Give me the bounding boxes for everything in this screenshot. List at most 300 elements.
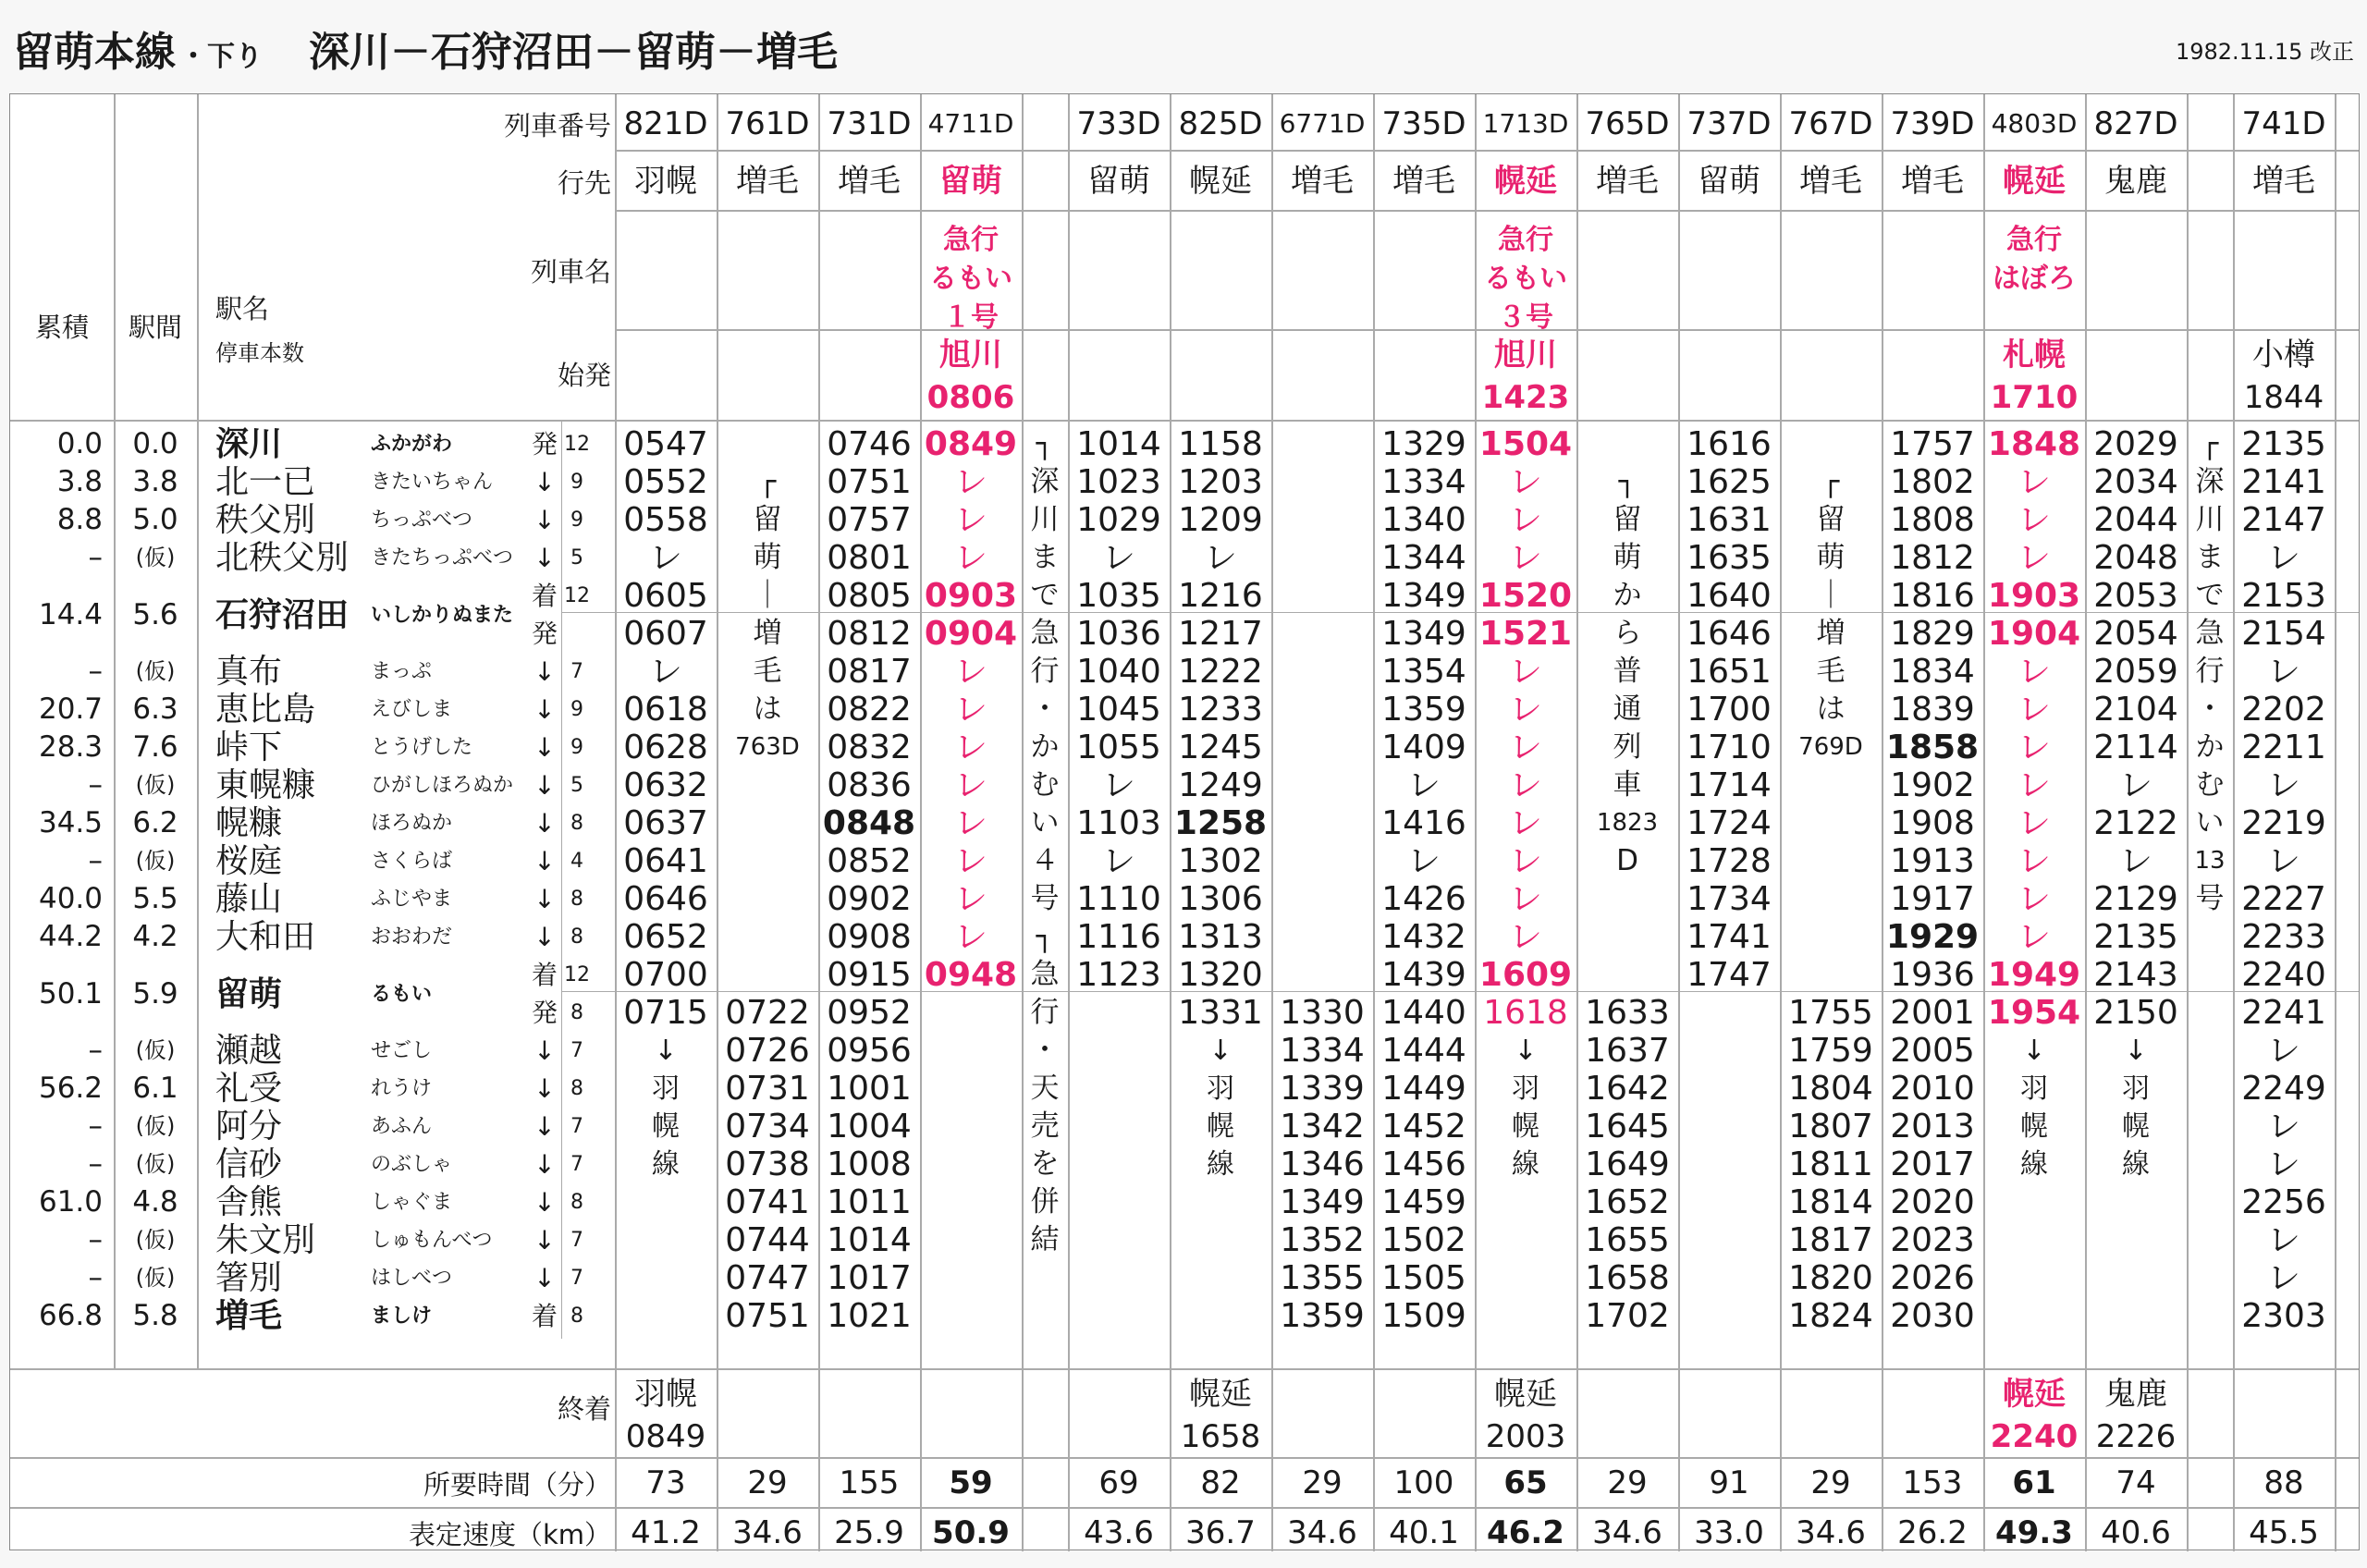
train-time: レ bbox=[2266, 1108, 2300, 1145]
train-time: 1816 bbox=[1890, 577, 1975, 615]
train-time: レ bbox=[2266, 653, 2300, 691]
stop-count: 8 bbox=[570, 812, 583, 835]
cumulative-km: 61.0 bbox=[38, 1185, 103, 1219]
note-char: で bbox=[2195, 579, 2225, 612]
train-destination: 増毛 bbox=[2252, 163, 2315, 200]
train-time: 1631 bbox=[1686, 501, 1772, 539]
train-time: レ bbox=[648, 539, 682, 577]
train-time: 1755 bbox=[1788, 994, 1873, 1032]
train-time: レ bbox=[953, 918, 987, 956]
station-name: 藤山 bbox=[215, 880, 283, 918]
stop-count: 5 bbox=[570, 546, 583, 570]
train-destination: 留萌 bbox=[1087, 163, 1150, 200]
train-time: 0641 bbox=[623, 842, 708, 880]
dep-arr-mark: 発 bbox=[531, 619, 558, 649]
train-time: 1245 bbox=[1178, 729, 1263, 766]
note-char: ┌ bbox=[1821, 465, 1840, 498]
train-time: レ bbox=[1508, 842, 1542, 880]
station-name: 瀬越 bbox=[215, 1032, 283, 1070]
train-time: 1123 bbox=[1076, 956, 1161, 994]
train-time: 線 bbox=[2122, 1148, 2150, 1181]
train-time: 1459 bbox=[1381, 1183, 1466, 1221]
train-time: 0757 bbox=[827, 501, 912, 539]
train-time: 1001 bbox=[827, 1070, 912, 1108]
train-time: レ bbox=[2017, 463, 2051, 501]
cumulative-km: 44.2 bbox=[38, 920, 103, 953]
train-time: ↓ bbox=[654, 1035, 678, 1067]
train-time: 1652 bbox=[1585, 1183, 1670, 1221]
train-time: 線 bbox=[1207, 1148, 1234, 1181]
note-char: か bbox=[2195, 730, 2225, 764]
train-time: 1954 bbox=[1987, 994, 2081, 1032]
train-time: 1812 bbox=[1890, 539, 1975, 577]
dep-arr-mark: ↓ bbox=[533, 1073, 556, 1104]
train-time: レ bbox=[1508, 918, 1542, 956]
train-time: レ bbox=[953, 804, 987, 842]
train-time: ↓ bbox=[1514, 1035, 1538, 1067]
schedule-speed: 34.6 bbox=[1796, 1514, 1866, 1551]
note-char: ｜ bbox=[1816, 579, 1846, 612]
note-char: ま bbox=[2195, 541, 2225, 574]
train-time: ↓ bbox=[2022, 1035, 2046, 1067]
terminal-time: 幌延 bbox=[2003, 1376, 2066, 1413]
trip-minutes: 100 bbox=[1393, 1464, 1454, 1501]
station-kana: るもい bbox=[371, 982, 433, 1006]
train-time: 0741 bbox=[725, 1183, 810, 1221]
train-destination: 羽幌 bbox=[634, 163, 697, 200]
train-time: 0801 bbox=[827, 539, 912, 577]
train-time: レ bbox=[1508, 501, 1542, 539]
train-time: 1452 bbox=[1381, 1108, 1466, 1145]
terminal-time: 幌延 bbox=[1494, 1376, 1557, 1413]
interval-km: (仮) bbox=[135, 772, 176, 798]
page-header bbox=[13, 18, 838, 74]
train-time: 1449 bbox=[1381, 1070, 1466, 1108]
train-time: ↓ bbox=[2124, 1035, 2148, 1067]
train-time: 2010 bbox=[1890, 1070, 1975, 1108]
train-time: 1646 bbox=[1686, 615, 1772, 653]
train-time: レ bbox=[1406, 766, 1441, 804]
note-char: ま bbox=[1030, 541, 1060, 574]
station-name: 増毛 bbox=[215, 1297, 283, 1335]
train-time: 2023 bbox=[1890, 1221, 1975, 1259]
schedule-speed: 41.2 bbox=[631, 1514, 701, 1551]
cumulative-header: 累積 bbox=[34, 312, 89, 343]
train-destination: 幌延 bbox=[1189, 163, 1252, 200]
train-time: 1203 bbox=[1178, 463, 1263, 501]
cumulative-km: – bbox=[88, 768, 103, 802]
train-time: 1618 bbox=[1483, 994, 1568, 1032]
train-time: 1011 bbox=[827, 1183, 912, 1221]
train-time: 0637 bbox=[623, 804, 708, 842]
train-time: 1700 bbox=[1686, 691, 1772, 729]
train-time: 1349 bbox=[1381, 615, 1466, 653]
trip-minutes: 29 bbox=[1607, 1464, 1648, 1501]
train-time: レ bbox=[2017, 842, 2051, 880]
train-time: 0852 bbox=[827, 842, 912, 880]
note-char: 増 bbox=[753, 617, 782, 650]
terminal-time: 羽幌 bbox=[634, 1376, 697, 1413]
note-char: 普 bbox=[1613, 655, 1642, 688]
train-time: 1633 bbox=[1585, 994, 1670, 1032]
train-time: 1017 bbox=[827, 1259, 912, 1297]
train-time: 1902 bbox=[1890, 766, 1975, 804]
train-time: 2026 bbox=[1890, 1259, 1975, 1297]
grid-line bbox=[2335, 94, 2336, 1551]
train-time: 1344 bbox=[1381, 539, 1466, 577]
train-time: レ bbox=[953, 729, 987, 766]
train-time: 0618 bbox=[623, 691, 708, 729]
train-time: 2202 bbox=[2241, 691, 2326, 729]
train-time: レ bbox=[2017, 691, 2051, 729]
train-time: 1642 bbox=[1585, 1070, 1670, 1108]
grid-line bbox=[10, 1368, 2359, 1370]
stop-count: 9 bbox=[570, 698, 583, 721]
station-kana: はしべつ bbox=[371, 1267, 453, 1290]
train-time: 1808 bbox=[1890, 501, 1975, 539]
train-name: るもい bbox=[1484, 263, 1567, 295]
station-kana: いしかりぬまた bbox=[371, 603, 514, 627]
train-time: 2303 bbox=[2241, 1297, 2326, 1335]
train-origin: 1710 bbox=[1990, 379, 2079, 416]
train-time: 2122 bbox=[2093, 804, 2178, 842]
note-char: 増 bbox=[1816, 617, 1846, 650]
station-kana: ひがしほろぬか bbox=[371, 774, 514, 797]
train-destination: 増毛 bbox=[1799, 163, 1862, 200]
dep-arr-mark: ↓ bbox=[533, 1035, 556, 1066]
stop-count: 7 bbox=[570, 1153, 583, 1176]
train-time: 1416 bbox=[1381, 804, 1466, 842]
note-char: 号 bbox=[1030, 882, 1060, 915]
train-time: レ bbox=[2017, 653, 2051, 691]
train-time: レ bbox=[2266, 1032, 2300, 1070]
note-char: で bbox=[1030, 579, 1060, 612]
stop-count: 7 bbox=[570, 660, 583, 683]
trip-minutes: 65 bbox=[1503, 1464, 1548, 1501]
station-name: 東幌糠 bbox=[215, 766, 316, 804]
train-time: 0805 bbox=[827, 577, 912, 615]
destination-header: 行先 bbox=[557, 167, 611, 199]
note-char: 併 bbox=[1030, 1185, 1060, 1219]
train-time: レ bbox=[2017, 804, 2051, 842]
train-time: 2135 bbox=[2093, 918, 2178, 956]
train-time: 2147 bbox=[2241, 501, 2326, 539]
note-char: 号 bbox=[2195, 882, 2225, 915]
station-name: 舎熊 bbox=[215, 1183, 283, 1221]
interval-km: 4.8 bbox=[132, 1185, 178, 1219]
note-char: 急 bbox=[1030, 617, 1060, 650]
train-time: 1929 bbox=[1885, 918, 1980, 956]
note-char: を bbox=[1030, 1147, 1060, 1181]
train-time: 線 bbox=[1512, 1148, 1539, 1181]
dep-arr-mark: 着 bbox=[531, 581, 558, 611]
dep-arr-mark: ↓ bbox=[533, 467, 556, 497]
station-name: 大和田 bbox=[215, 918, 316, 956]
note-char: 列 bbox=[1613, 730, 1642, 764]
train-time: 1432 bbox=[1381, 918, 1466, 956]
terminal-time: 2240 bbox=[1990, 1418, 2079, 1455]
note-char: ら bbox=[1613, 617, 1642, 650]
note-char: 結 bbox=[1030, 1223, 1060, 1256]
grid-line bbox=[10, 1457, 2359, 1459]
train-time: 1655 bbox=[1585, 1221, 1670, 1259]
train-time: 2211 bbox=[2241, 729, 2326, 766]
dep-arr-mark: ↓ bbox=[533, 808, 556, 839]
train-time: レ bbox=[2017, 766, 2051, 804]
train-origin: 小樽 bbox=[2252, 337, 2315, 374]
station-kana: えびしま bbox=[371, 698, 453, 721]
station-name: 恵比島 bbox=[215, 691, 316, 729]
stop-count: 8 bbox=[570, 888, 583, 911]
train-time: レ bbox=[953, 842, 987, 880]
train-time: 1029 bbox=[1076, 501, 1161, 539]
cumulative-km: – bbox=[88, 1034, 103, 1067]
train-time: 1734 bbox=[1686, 880, 1772, 918]
note-char: ｜ bbox=[753, 579, 782, 612]
dep-arr-mark: 発 bbox=[531, 429, 558, 459]
train-time: 1757 bbox=[1890, 425, 1975, 463]
train-time: 1658 bbox=[1585, 1259, 1670, 1297]
train-time: 0715 bbox=[623, 994, 708, 1032]
note-char: ・ bbox=[1030, 1034, 1060, 1067]
schedule-speed: 45.5 bbox=[2249, 1514, 2319, 1551]
train-number: 827D bbox=[2093, 105, 2178, 142]
note-char: 行 bbox=[1030, 996, 1060, 1029]
station-kana: ほろぬか bbox=[371, 812, 453, 835]
train-time: レ bbox=[2266, 539, 2300, 577]
train-time: レ bbox=[2266, 1145, 2300, 1183]
cumulative-km: 8.8 bbox=[56, 503, 103, 536]
interval-km: 7.6 bbox=[132, 730, 178, 764]
train-time: 1334 bbox=[1381, 463, 1466, 501]
train-name: 急行 bbox=[1498, 224, 1553, 256]
note-char: 萌 bbox=[1613, 541, 1642, 574]
route: 深川－石狩沼田－留萌－増毛 bbox=[309, 29, 838, 76]
station-name: 信砂 bbox=[215, 1145, 283, 1183]
interval-km: (仮) bbox=[135, 1265, 176, 1291]
train-origin: 旭川 bbox=[939, 337, 1002, 374]
cumulative-km: – bbox=[88, 844, 103, 877]
trip-minutes: 29 bbox=[1302, 1464, 1343, 1501]
interval-km: (仮) bbox=[135, 1151, 176, 1177]
note-char: 留 bbox=[1613, 503, 1642, 536]
interval-km: (仮) bbox=[135, 1037, 176, 1063]
cumulative-km: 40.0 bbox=[38, 882, 103, 915]
train-time: 1917 bbox=[1890, 880, 1975, 918]
station-name: 箸別 bbox=[215, 1259, 283, 1297]
train-time: レ bbox=[2266, 766, 2300, 804]
train-number: 735D bbox=[1381, 105, 1466, 142]
train-time: 0836 bbox=[827, 766, 912, 804]
note-char: は bbox=[1816, 692, 1846, 726]
train-time: 2020 bbox=[1890, 1183, 1975, 1221]
schedule-speed: 40.1 bbox=[1389, 1514, 1459, 1551]
train-time: 0632 bbox=[623, 766, 708, 804]
train-time: 1339 bbox=[1280, 1070, 1365, 1108]
train-time: 1440 bbox=[1381, 994, 1466, 1032]
train-time: 1645 bbox=[1585, 1108, 1670, 1145]
train-time: レ bbox=[953, 766, 987, 804]
train-time: 2143 bbox=[2093, 956, 2178, 994]
stop-count: 12 bbox=[564, 963, 590, 986]
train-time: 0848 bbox=[822, 804, 916, 842]
train-time: 1616 bbox=[1686, 425, 1772, 463]
note-char: ┐ bbox=[1036, 920, 1054, 953]
train-time: 羽 bbox=[652, 1072, 680, 1105]
note-char: ・ bbox=[2195, 692, 2225, 726]
train-time: 1036 bbox=[1076, 615, 1161, 653]
dep-arr-mark: ↓ bbox=[533, 732, 556, 763]
interval-km: (仮) bbox=[135, 848, 176, 874]
train-time: レ bbox=[1508, 691, 1542, 729]
terminal-time: 1658 bbox=[1180, 1418, 1261, 1455]
time-header: 所要時間（分） bbox=[423, 1469, 611, 1501]
station-kana: しゃぐま bbox=[371, 1191, 453, 1214]
trip-minutes: 73 bbox=[645, 1464, 686, 1501]
train-time: 1233 bbox=[1178, 691, 1263, 729]
station-kana: のぶしゃ bbox=[371, 1153, 453, 1176]
schedule-speed: 49.3 bbox=[1995, 1514, 2073, 1551]
train-time: 1520 bbox=[1478, 577, 1573, 615]
stop-count: 7 bbox=[570, 1267, 583, 1290]
trip-minutes: 82 bbox=[1200, 1464, 1241, 1501]
train-time: 0832 bbox=[827, 729, 912, 766]
train-name-header: 列車名 bbox=[530, 256, 611, 288]
train-time: 1342 bbox=[1280, 1108, 1365, 1145]
train-time: 0628 bbox=[623, 729, 708, 766]
train-time: 幌 bbox=[652, 1110, 680, 1143]
train-time: レ bbox=[2017, 539, 2051, 577]
train-time: 幌 bbox=[1207, 1110, 1234, 1143]
note-char: 行 bbox=[1030, 655, 1060, 688]
note-char: 萌 bbox=[753, 541, 782, 574]
train-time: 線 bbox=[2020, 1148, 2048, 1181]
dep-arr-mark: ↓ bbox=[533, 1225, 556, 1256]
train-time: 0902 bbox=[827, 880, 912, 918]
cumulative-km: – bbox=[88, 1109, 103, 1143]
train-number: 765D bbox=[1585, 105, 1670, 142]
train-time: 1625 bbox=[1686, 463, 1772, 501]
dep-arr-mark: 発 bbox=[531, 998, 558, 1028]
note-char: 急 bbox=[1030, 958, 1060, 991]
train-time: 1349 bbox=[1381, 577, 1466, 615]
station-name: 北秩父別 bbox=[215, 539, 350, 577]
train-time: 2153 bbox=[2241, 577, 2326, 615]
note-char: 急 bbox=[2195, 617, 2225, 650]
train-time: 1014 bbox=[827, 1221, 912, 1259]
note-char: 通 bbox=[1613, 692, 1642, 726]
train-time: レ bbox=[1508, 729, 1542, 766]
train-time: 1759 bbox=[1788, 1032, 1873, 1070]
note-char: い bbox=[2195, 806, 2225, 839]
train-time: 0734 bbox=[725, 1108, 810, 1145]
note-char: 天 bbox=[1030, 1072, 1060, 1105]
train-time: 0700 bbox=[623, 956, 708, 994]
train-time: 2054 bbox=[2093, 615, 2178, 653]
station-kana: とうげした bbox=[371, 736, 473, 759]
stop-count: 8 bbox=[570, 925, 583, 949]
origin-header: 始発 bbox=[557, 360, 611, 391]
train-time: レ bbox=[2017, 918, 2051, 956]
timetable bbox=[9, 93, 2360, 1550]
note-char: 留 bbox=[1816, 503, 1846, 536]
train-time: 1110 bbox=[1076, 880, 1161, 918]
train-number: 731D bbox=[827, 105, 912, 142]
train-time: 1505 bbox=[1381, 1259, 1466, 1297]
train-time: 1331 bbox=[1178, 994, 1263, 1032]
train-time: 1045 bbox=[1076, 691, 1161, 729]
interval-km: 0.0 bbox=[132, 427, 178, 460]
train-time: 2017 bbox=[1890, 1145, 1975, 1183]
cumulative-km: 34.5 bbox=[38, 806, 103, 839]
train-time: 1936 bbox=[1890, 956, 1975, 994]
train-time: 1521 bbox=[1478, 615, 1573, 653]
train-destination: 増毛 bbox=[736, 163, 799, 200]
cumulative-km: – bbox=[88, 1223, 103, 1256]
train-time: 1222 bbox=[1178, 653, 1263, 691]
note-char: む bbox=[1030, 768, 1060, 802]
dep-arr-mark: 着 bbox=[531, 960, 558, 990]
train-destination: 増毛 bbox=[1901, 163, 1964, 200]
trip-minutes: 155 bbox=[839, 1464, 900, 1501]
train-time: 1504 bbox=[1478, 425, 1573, 463]
train-name: 急行 bbox=[2006, 224, 2062, 256]
train-time: 0746 bbox=[827, 425, 912, 463]
train-time: 2256 bbox=[2241, 1183, 2326, 1221]
line-name: 留萌本線 bbox=[13, 29, 176, 76]
train-time: 1306 bbox=[1178, 880, 1263, 918]
train-time: 2227 bbox=[2241, 880, 2326, 918]
cumulative-km: – bbox=[88, 541, 103, 574]
train-time: 0646 bbox=[623, 880, 708, 918]
train-time: 1329 bbox=[1381, 425, 1466, 463]
train-time: 2249 bbox=[2241, 1070, 2326, 1108]
train-time: 羽 bbox=[2020, 1072, 2048, 1105]
interval-km: (仮) bbox=[135, 658, 176, 684]
train-time: 2104 bbox=[2093, 691, 2178, 729]
train-time: 0747 bbox=[725, 1259, 810, 1297]
interval-header: 駅間 bbox=[128, 312, 182, 343]
train-time: 1802 bbox=[1890, 463, 1975, 501]
station-kana: ちっぷべつ bbox=[371, 508, 473, 532]
train-destination: 増毛 bbox=[838, 163, 901, 200]
train-time: 2001 bbox=[1890, 994, 1975, 1032]
train-name: １号 bbox=[943, 301, 999, 334]
train-time: 1811 bbox=[1788, 1145, 1873, 1183]
train-time: 1216 bbox=[1178, 577, 1263, 615]
stop-count: 12 bbox=[564, 584, 590, 607]
train-time: 0558 bbox=[623, 501, 708, 539]
station-kana: しゅもんべつ bbox=[371, 1229, 493, 1252]
train-destination: 留萌 bbox=[939, 163, 1002, 200]
stop-count: 9 bbox=[570, 471, 583, 494]
train-time: 1834 bbox=[1890, 653, 1975, 691]
train-time: 1635 bbox=[1686, 539, 1772, 577]
grid-line bbox=[561, 420, 562, 1339]
train-number: 741D bbox=[2241, 105, 2326, 142]
train-origin: 1844 bbox=[2243, 379, 2324, 416]
stop-count: 12 bbox=[564, 433, 590, 456]
train-time: 1509 bbox=[1381, 1297, 1466, 1335]
train-time: レ bbox=[1508, 804, 1542, 842]
note-char: は bbox=[753, 692, 782, 726]
train-time: 1249 bbox=[1178, 766, 1263, 804]
cumulative-km: 3.8 bbox=[56, 465, 103, 498]
train-time: 2053 bbox=[2093, 577, 2178, 615]
train-time: 1640 bbox=[1686, 577, 1772, 615]
station-kana: れうけ bbox=[371, 1077, 433, 1100]
interval-km: 6.2 bbox=[132, 806, 178, 839]
